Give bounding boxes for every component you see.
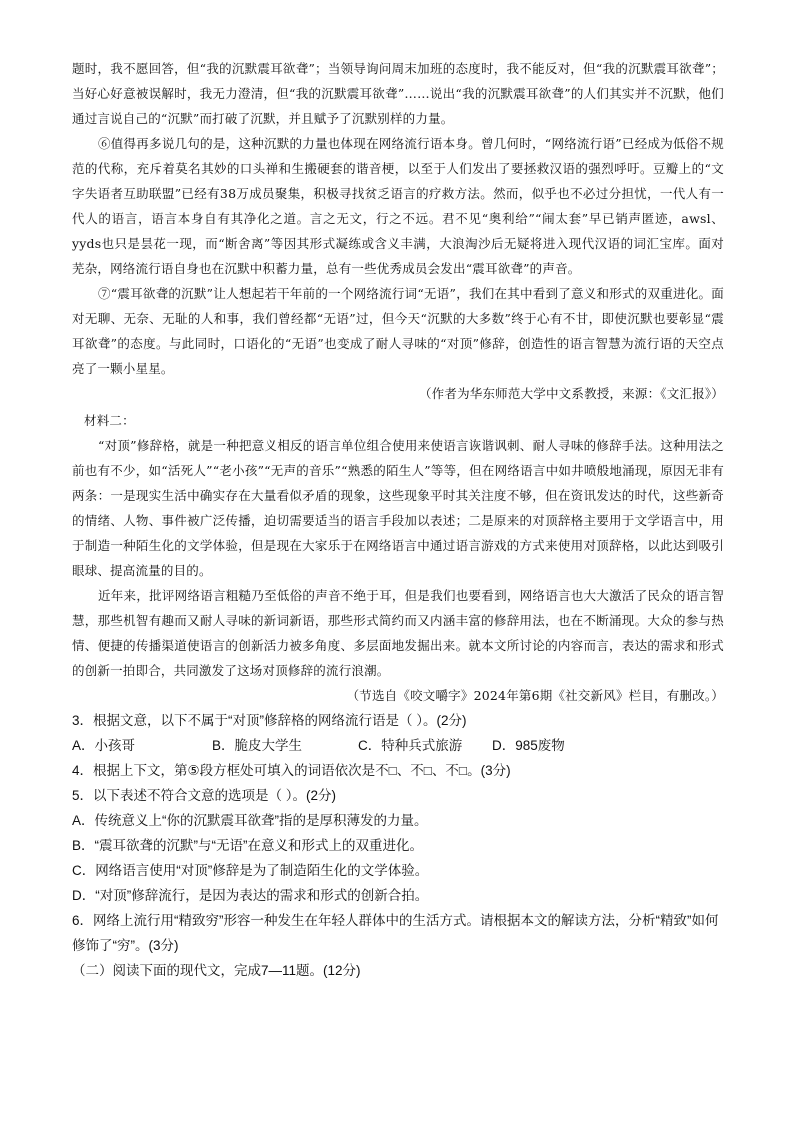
question-6: 6．网络上流行用“精致穷”形容一种发生在年轻人群体中的生活方式。请根据本文的解读方法，分析“精致”如何修饰了“穷”。(3分) [72, 913, 719, 953]
material-one [72, 56, 724, 406]
question-5: 5．以下表述不符合文意的选项是（ ）。(2分) [72, 788, 337, 803]
question-5-option-b: B．“震耳欲聋的沉默”与“无语”在意义和形式上的双重进化。 [72, 838, 423, 853]
question-3-option-c: C．特种兵式旅游 [358, 738, 463, 753]
question-3: 3．根据文意，以下不属于“对顶”修辞格的网络流行语是（ ）。(2分) [72, 713, 467, 728]
material-two-paragraph-2: 近年来，批评网络语言粗糙乃至低俗的声音不绝于耳，但是我们也要看到，网络语言也大大激活了民众的语言智慧，那些机智有趣而又耐人寻味的新词新语，那些形式简约而又内涵丰富的修辞用法，也在不断涌现。大众的参与热情、便捷的传播渠道使语言的创新活力被多角度、多层面地发掘出来。就本文所讨论的内容而言，表达的需求和形式的创新一拍即合，共同激发了这场对顶修辞的流行浪潮。 [72, 588, 724, 678]
paragraph-5-continued: 题时，我不愿回答，但“我的沉默震耳欲聋”；当领导询问周末加班的态度时，我不能反对，但“我的沉默震耳欲聋”；当好心好意被误解时，我无力澄清，但“我的沉默震耳欲聋”……说出“我的沉默震耳欲聋”的人们其实并不沉默，他们通过言说自己的“沉默”而打破了沉默，并且赋予了沉默别样的力量。 [72, 61, 724, 126]
material-two-paragraph-1: “对顶”修辞格，就是一种把意义相反的语言单位组合使用来使语言诙谐讽刺、耐人寻味的修辞手法。这种用法之前也有不少，如“活死人”“老小孩”“无声的音乐”“熟悉的陌生人”等等，但在网络语言中如井喷般地涌现，原因无非有两条：一是现实生活中确实存在大量看似矛盾的现象，这些现象平时其关注度不够，但在资讯发达的时代，这些新奇的情绪、人物、事件被广泛传播，迫切需要适当的语言手段加以表述；二是原来的对顶辞格主要用于文学语言中，用于制造一种陌生化的文学体验，但是现在大家乐于在网络语言中通过语言游戏的方式来使用对顶辞格，以此达到吸引眼球、提高流量的目的。 [72, 438, 724, 578]
question-3-option-d: D．985废物 [492, 738, 565, 753]
question-3-option-b: B．脆皮大学生 [212, 738, 303, 753]
section-two-heading: （二）阅读下面的现代文，完成7—11题。(12分) [72, 963, 361, 978]
question-3-options [72, 733, 724, 758]
material-two-label: 材料二： [84, 413, 135, 428]
exam-page [72, 56, 724, 983]
material-one-source: （作者为华东师范大学中文系教授，来源：《文汇报》） [418, 386, 724, 401]
paragraph-7: ⑦“震耳欲聋的沉默”让人想起若干年前的一个网络流行词“无语”，我们在其中看到了意义和形式的双重进化。面对无聊、无奈、无耻的人和事，我们曾经都“无语”过，但今天“沉默的大多数”终于心有不甘，即使沉默也要彰显“震耳欲聋”的态度。与此同时，口语化的“无语”也变成了耐人寻味的“对顶”修辞，创造性的语言智慧为流行语的天空点亮了一颗小星星。 [72, 286, 724, 376]
question-3-option-a: A．小孩哥 [72, 738, 136, 753]
material-two-source: （节选自《咬文嚼字》2024年第6期《社交新风》栏目，有删改。） [346, 688, 724, 703]
questions-block [72, 708, 724, 983]
paragraph-6: ⑥值得再多说几句的是，这种沉默的力量也体现在网络流行语本身。曾几何时，“网络流行语”已经成为低俗不规范的代称，充斥着莫名其妙的口头禅和生搬硬套的谐音梗，以至于人们发出了要拯救汉语的强烈呼吁。豆瓣上的“文字失语者互助联盟”已经有38万成员聚集，积极寻找贫乏语言的疗救方法。然而，似乎也不必过分担忧，一代人有一代人的语言，语言本身自有其净化之道。言之无文，行之不远。君不见“奥利给”“闹太套”早已销声匿迹，awsl、yyds也只是昙花一现，而“断舍离”等因其形式凝练或含义丰满，大浪淘沙后无疑将进入现代汉语的词汇宝库。面对芜杂，网络流行语自身也在沉默中积蓄力量，总有一些优秀成员会发出“震耳欲聋”的声音。 [72, 136, 724, 276]
question-5-option-c: C．网络语言使用“对顶”修辞是为了制造陌生化的文学体验。 [72, 863, 429, 878]
material-two [72, 408, 724, 708]
question-5-option-d: D．“对顶”修辞流行，是因为表达的需求和形式的创新合拍。 [72, 888, 429, 903]
question-4: 4．根据上下文，第⑤段方框处可填入的词语依次是不□、不□、不□。(3分) [72, 763, 511, 778]
question-5-option-a: A．传统意义上“你的沉默震耳欲聋”指的是厚积薄发的力量。 [72, 813, 428, 828]
